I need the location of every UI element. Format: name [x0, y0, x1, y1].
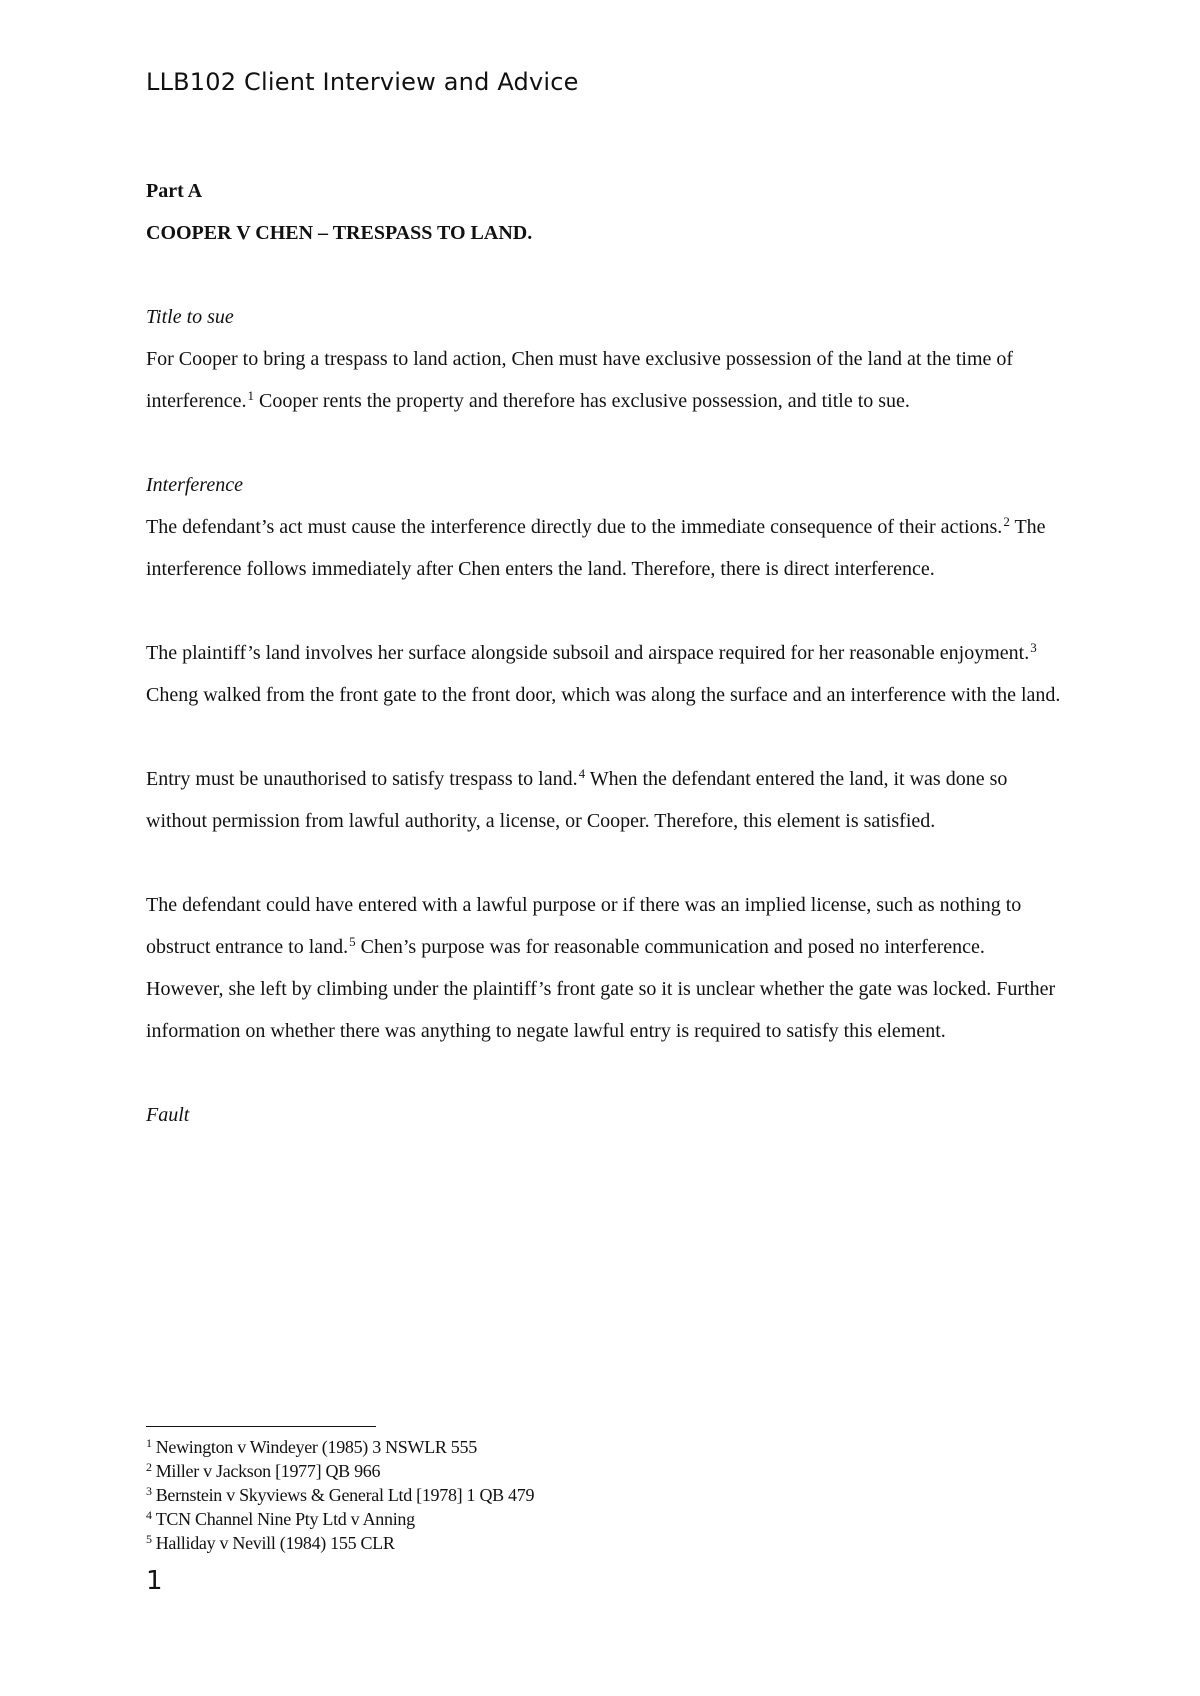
paragraph-text: The plaintiff’s land involves her surface alongside subsoil and airspace required for her reasonable enjoyment.	[146, 642, 1030, 664]
paragraph-title-to-sue	[146, 338, 1066, 422]
footnote-number: 2	[146, 1460, 152, 1474]
paragraph-text: For Cooper to bring a trespass to land action, Chen must have exclusive possession of the land at the time of interference.	[146, 348, 1014, 412]
paragraph-text: The defendant’s act must cause the interference directly due to the immediate consequence of their actions.	[146, 516, 1003, 538]
footnote-text: Halliday v Nevill (1984) 155 CLR	[155, 1533, 395, 1553]
paragraph-text: Cooper rents the property and therefore has exclusive possession, and title to sue.	[253, 390, 910, 412]
footnote-number: 1	[146, 1436, 152, 1450]
footnote-number: 4	[146, 1508, 152, 1522]
part-heading: Part A	[146, 180, 203, 202]
paragraph-text: Chen’s purpose was for reasonable communication and posed no interference. However, she left by climbing under the plaintiff’s front gate so it is unclear whether the gate was locked. Further information on whether there was anything to negate lawful entry is required to satisfy this element.	[146, 936, 1056, 1042]
paragraph-interference-2	[146, 632, 1066, 716]
footnote-text: Bernstein v Skyviews & General Ltd [1978] 1 QB 479	[155, 1485, 535, 1505]
case-heading: COOPER V CHEN – TRESPASS TO LAND.	[146, 222, 533, 244]
paragraph-text: The interference follows immediately after Chen enters the land. Therefore, there is direct interference.	[146, 516, 1046, 580]
paragraph-interference-3	[146, 758, 1066, 842]
page-number: 1	[146, 1566, 163, 1596]
footnote-ref: 3	[1030, 640, 1037, 655]
footnote-1	[146, 1435, 534, 1459]
section-heading-interference: Interference	[146, 474, 243, 496]
footnote-ref: 5	[349, 934, 356, 949]
footnote-ref: 1	[247, 388, 254, 403]
section-heading-title-to-sue: Title to sue	[146, 306, 234, 328]
footnote-ref: 4	[578, 766, 586, 781]
footnote-text: Newington v Windeyer (1985) 3 NSWLR 555	[155, 1437, 477, 1457]
footnote-3	[146, 1483, 534, 1507]
paragraph-interference-4	[146, 884, 1066, 1052]
paragraph-text: Entry must be unauthorised to satisfy trespass to land.	[146, 768, 578, 790]
paragraph-interference-1	[146, 506, 1066, 590]
section-heading-fault: Fault	[146, 1104, 190, 1126]
document-body	[146, 170, 1066, 1136]
document-header: LLB102 Client Interview and Advice	[146, 68, 579, 96]
paragraph-text: When the defendant entered the land, it was done so without permission from lawful authority, a license, or Cooper. Therefore, this element is satisfied.	[146, 768, 1008, 832]
footnote-2	[146, 1459, 534, 1483]
footnote-4	[146, 1507, 534, 1531]
footnote-text: TCN Channel Nine Pty Ltd v Anning	[155, 1509, 415, 1529]
paragraph-text: Cheng walked from the front gate to the front door, which was along the surface and an interference with the land.	[146, 684, 1061, 706]
footnote-5	[146, 1531, 534, 1555]
footnote-text: Miller v Jackson [1977] QB 966	[155, 1461, 381, 1481]
footnote-ref: 2	[1003, 514, 1010, 529]
footnotes	[146, 1435, 534, 1555]
paragraph-text: The defendant could have entered with a lawful purpose or if there was an implied license, such as nothing to obstruct entrance to land.	[146, 894, 1022, 958]
footnote-separator	[146, 1426, 376, 1427]
footnote-number: 3	[146, 1484, 152, 1498]
footnote-number: 5	[146, 1532, 152, 1546]
